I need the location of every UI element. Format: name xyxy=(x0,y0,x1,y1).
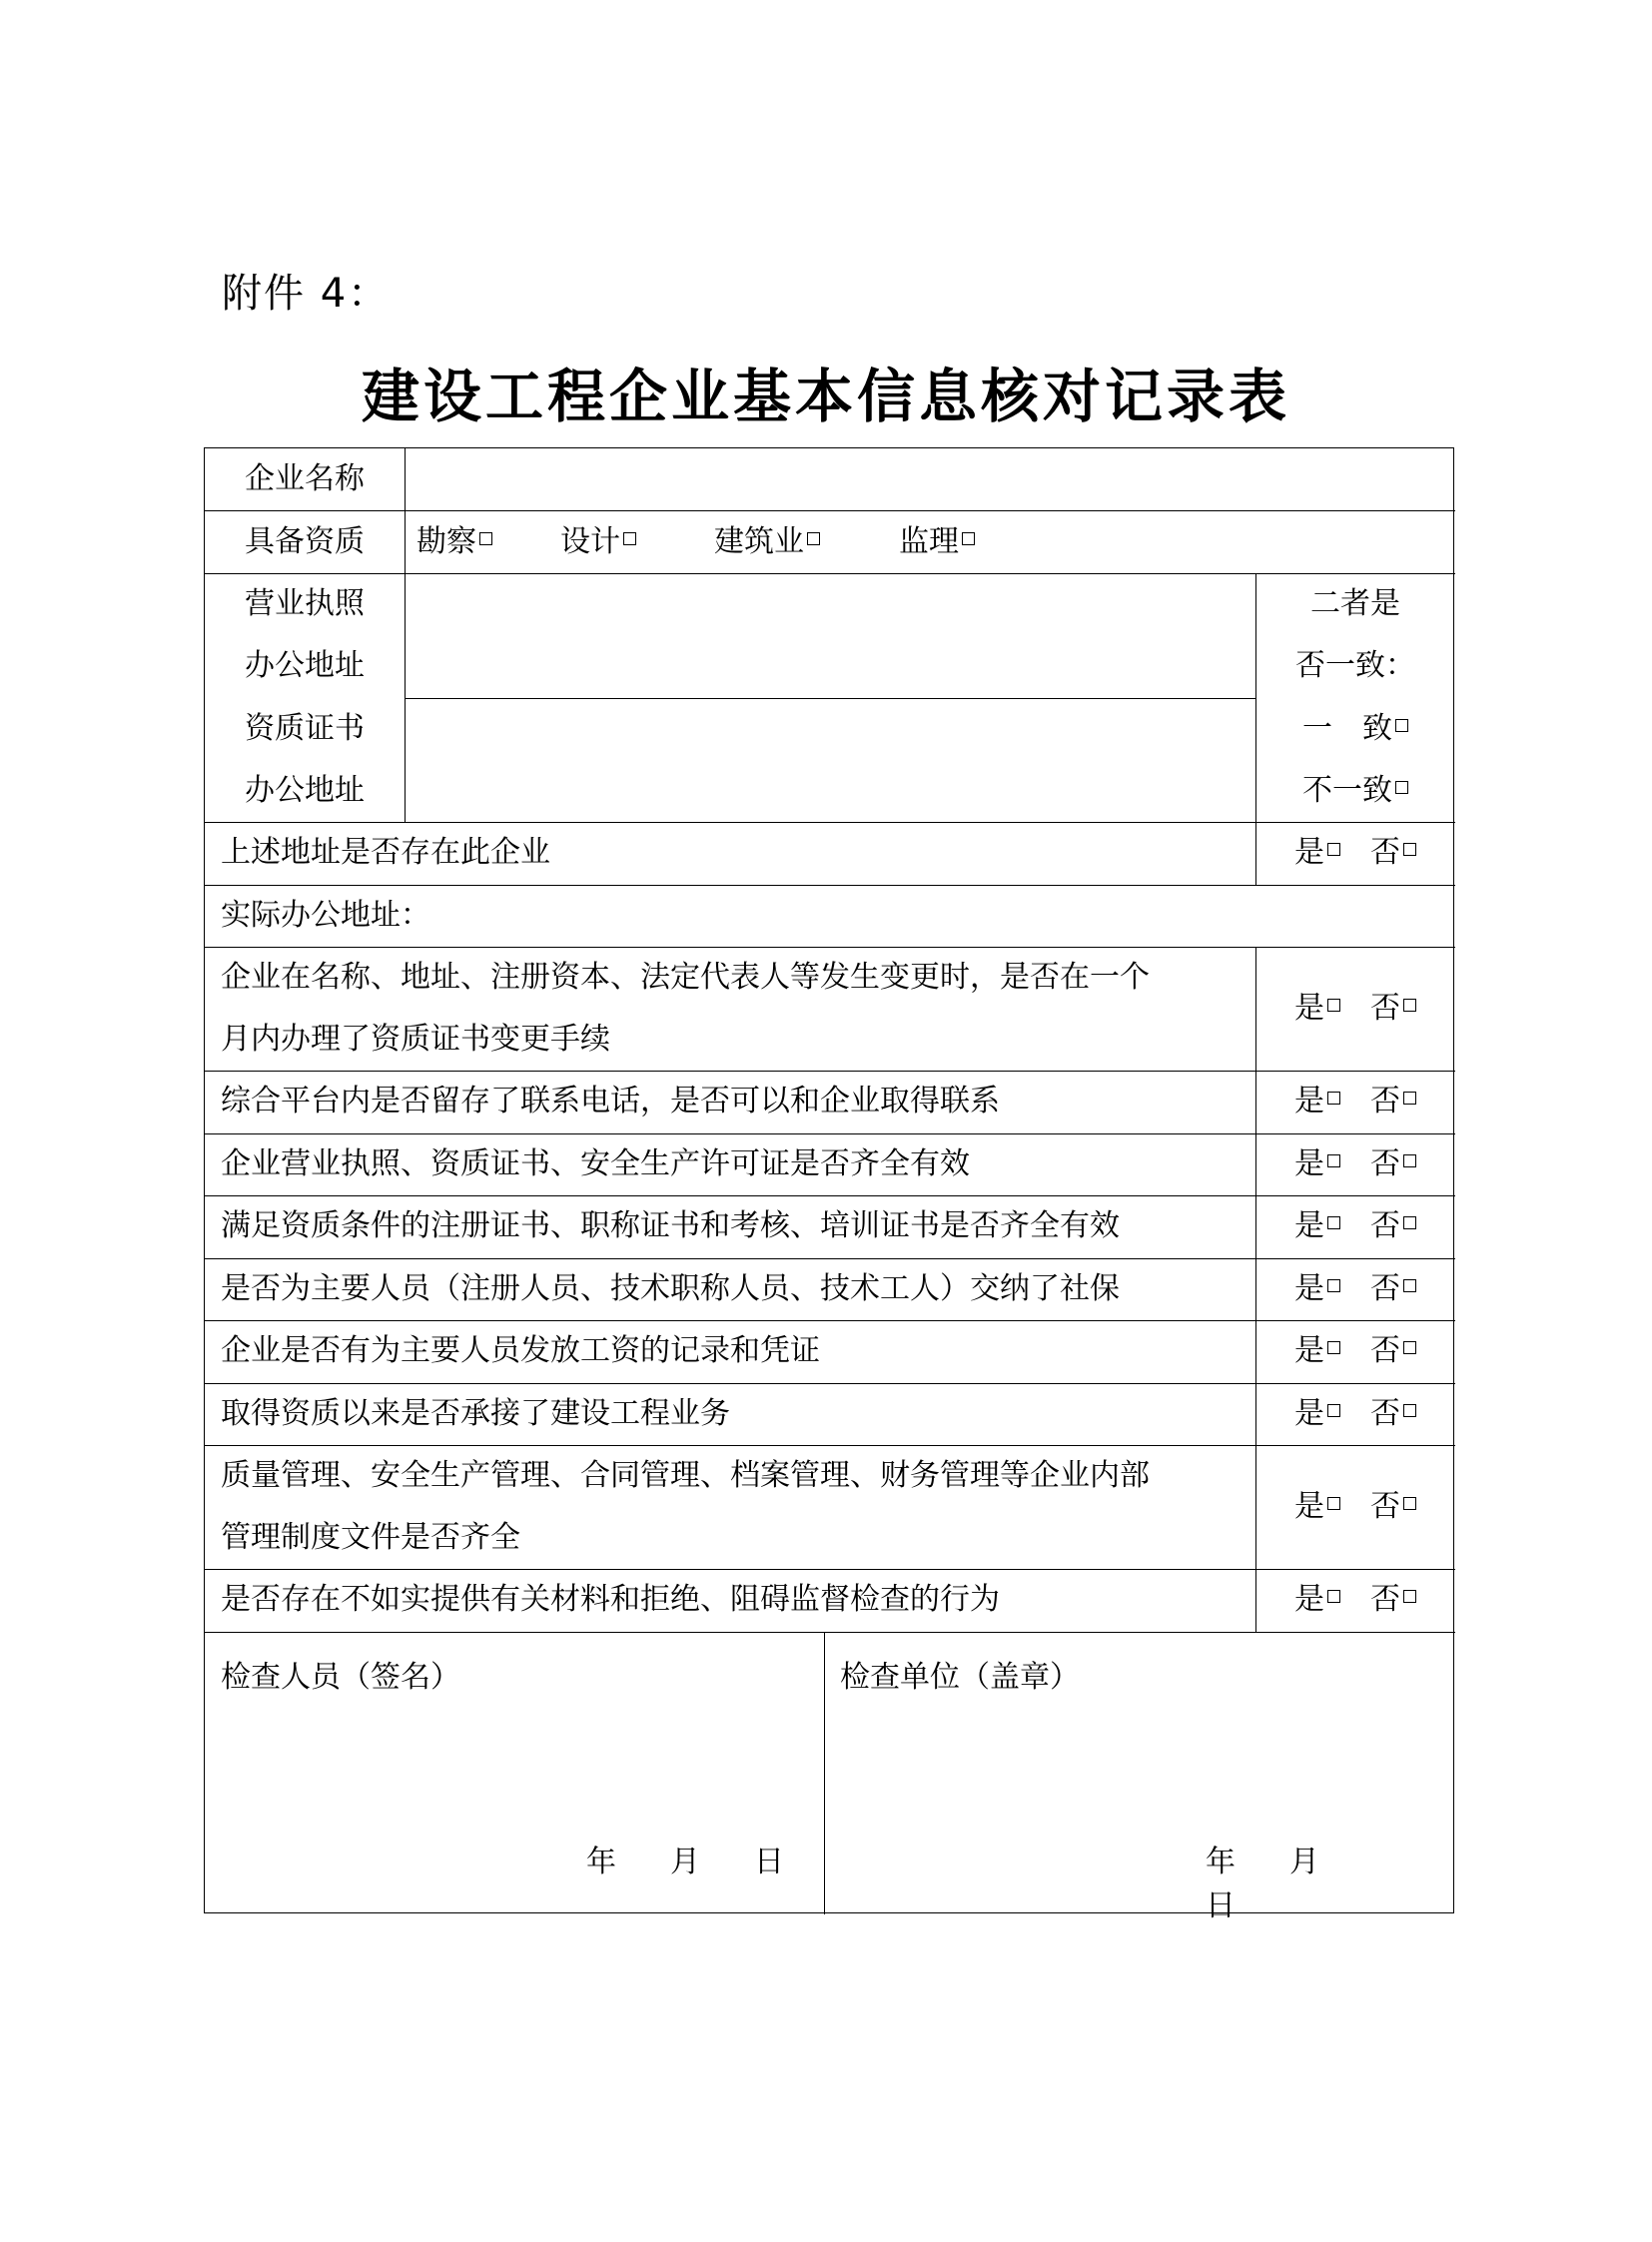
yes-no-choice[interactable]: 是 否 xyxy=(1255,1195,1455,1257)
inspector-date: 年 月 日 xyxy=(586,1845,784,1879)
yes-no-choice[interactable]: 是 否 xyxy=(1255,1133,1455,1195)
cert-address-label-line1: 资质证书 xyxy=(245,711,365,746)
check-item-text: 企业营业执照、资质证书、安全生产许可证是否齐全有效 xyxy=(221,1146,970,1181)
yes-no-choice[interactable]: 是 否 xyxy=(1255,1258,1455,1320)
address-exists-question: 上述地址是否存在此企业 xyxy=(221,835,550,870)
license-address-label-line2: 办公地址 xyxy=(245,648,365,683)
check-item-text: 企业是否有为主要人员发放工资的记录和凭证 xyxy=(221,1333,820,1368)
check-item-text: 管理制度文件是否齐全 xyxy=(221,1520,520,1555)
consistency-question-line2: 否一致： xyxy=(1295,648,1415,683)
attachment-label: 附件 4： xyxy=(222,271,391,317)
company-name-label: 企业名称 xyxy=(245,461,365,496)
checkbox[interactable] xyxy=(962,532,975,545)
check-item-text: 企业在名称、地址、注册资本、法定代表人等发生变更时，是否在一个 xyxy=(221,960,1150,995)
yes-no-choice[interactable]: 是 否 xyxy=(1255,1320,1455,1382)
cert-address-field[interactable] xyxy=(420,698,1239,822)
qualification-option-construction[interactable]: 建筑业 xyxy=(714,511,820,573)
yes-no-choice[interactable]: 是 否 xyxy=(1255,1383,1455,1445)
qualification-option-supervision[interactable]: 监理 xyxy=(899,511,975,573)
yes-no-choice[interactable]: 是 否 xyxy=(1255,822,1455,884)
checkbox[interactable] xyxy=(1395,781,1408,794)
checkbox[interactable] xyxy=(623,532,636,545)
check-item-text: 质量管理、安全生产管理、合同管理、档案管理、财务管理等企业内部 xyxy=(221,1458,1150,1493)
yes-no-choice[interactable]: 是 否 xyxy=(1255,947,1455,1071)
qualification-option-design[interactable]: 设计 xyxy=(560,511,636,573)
checkbox[interactable] xyxy=(479,532,492,545)
cert-address-label-line2: 办公地址 xyxy=(245,773,365,808)
qualification-option-survey[interactable]: 勘察 xyxy=(416,511,492,573)
document-title: 建设工程企业基本信息核对记录表 xyxy=(361,363,1290,430)
check-item-text: 综合平台内是否留存了联系电话，是否可以和企业取得联系 xyxy=(221,1084,1000,1119)
consistency-question-line1: 二者是 xyxy=(1310,586,1400,621)
verification-form xyxy=(204,447,1454,1923)
check-item-text: 满足资质条件的注册证书、职称证书和考核、培训证书是否齐全有效 xyxy=(221,1208,1120,1243)
check-item-text: 是否存在不如实提供有关材料和拒绝、阻碍监督检查的行为 xyxy=(221,1582,1000,1617)
check-item-text: 取得资质以来是否承接了建设工程业务 xyxy=(221,1396,730,1431)
check-item-text: 月内办理了资质证书变更手续 xyxy=(221,1022,610,1057)
yes-no-choice[interactable]: 是 否 xyxy=(1255,1071,1455,1132)
license-address-label-line1: 营业执照 xyxy=(245,586,365,621)
inspector-signature-label: 检查人员（签名） xyxy=(221,1660,460,1695)
yes-no-choice[interactable]: 是 否 xyxy=(1255,1569,1455,1631)
qualification-label: 具备资质 xyxy=(245,524,365,559)
check-item-text: 是否为主要人员（注册人员、技术职称人员、技术工人）交纳了社保 xyxy=(221,1271,1120,1306)
actual-address-field[interactable]: 实际办公地址： xyxy=(221,898,430,933)
inspecting-unit-date: 年 月日 xyxy=(1206,1845,1319,1923)
checkbox[interactable] xyxy=(1395,719,1408,732)
checkbox[interactable] xyxy=(807,532,820,545)
inspecting-unit-label: 检查单位（盖章） xyxy=(840,1660,1080,1695)
license-address-field[interactable] xyxy=(420,573,1239,698)
consistency-option-inconsistent[interactable]: 不一致 xyxy=(1255,760,1455,822)
consistency-option-consistent[interactable]: 一 致 xyxy=(1255,698,1455,760)
yes-no-choice[interactable]: 是 否 xyxy=(1255,1445,1455,1569)
